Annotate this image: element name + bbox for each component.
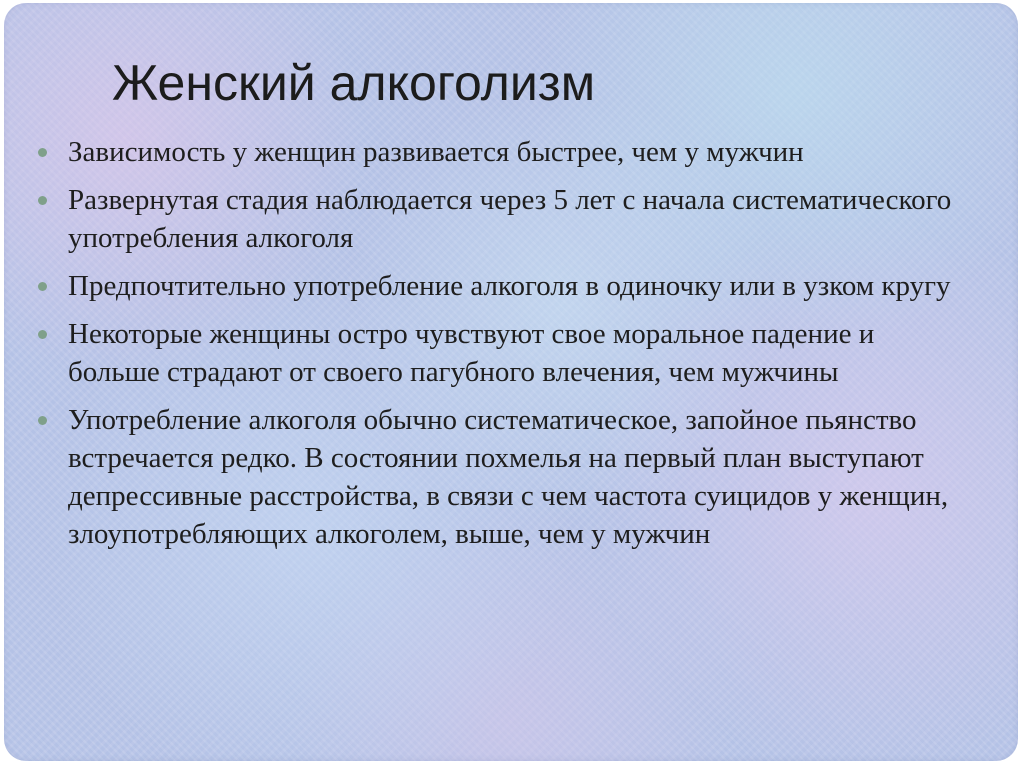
bullet-text: Употребление алкоголя обычно систематическое, запойное пьянство встречается редко. В состоянии похмелья на первый план выступают депрессивные расстройства, в связи с чем частота суицидов у женщин, злоупотребляющих алкоголем, выше, чем у мужчин	[68, 404, 949, 550]
bullet-dot-icon	[38, 148, 47, 157]
bullet-dot-icon	[38, 196, 47, 205]
bullet-text: Некоторые женщины остро чувствуют свое моральное падение и больше страдают от своего пагубного влечения, чем мужчины	[68, 318, 875, 388]
bullet-item	[38, 401, 968, 553]
bullet-list	[38, 133, 968, 563]
bullet-item	[38, 181, 968, 257]
bullet-item	[38, 315, 968, 391]
bullet-dot-icon	[38, 330, 47, 339]
bullet-text: Развернутая стадия наблюдается через 5 лет с начала систематического употребления алкоголя	[68, 184, 952, 254]
bullet-text: Предпочтительно употребление алкоголя в одиночку или в узком кругу	[68, 270, 951, 302]
bullet-dot-icon	[38, 282, 47, 291]
slide	[4, 3, 1018, 761]
bullet-dot-icon	[38, 416, 47, 425]
bullet-item	[38, 133, 968, 171]
slide-title: Женский алкоголизм	[112, 55, 596, 111]
bullet-text: Зависимость у женщин развивается быстрее, чем у мужчин	[68, 136, 804, 168]
bullet-item	[38, 267, 968, 305]
